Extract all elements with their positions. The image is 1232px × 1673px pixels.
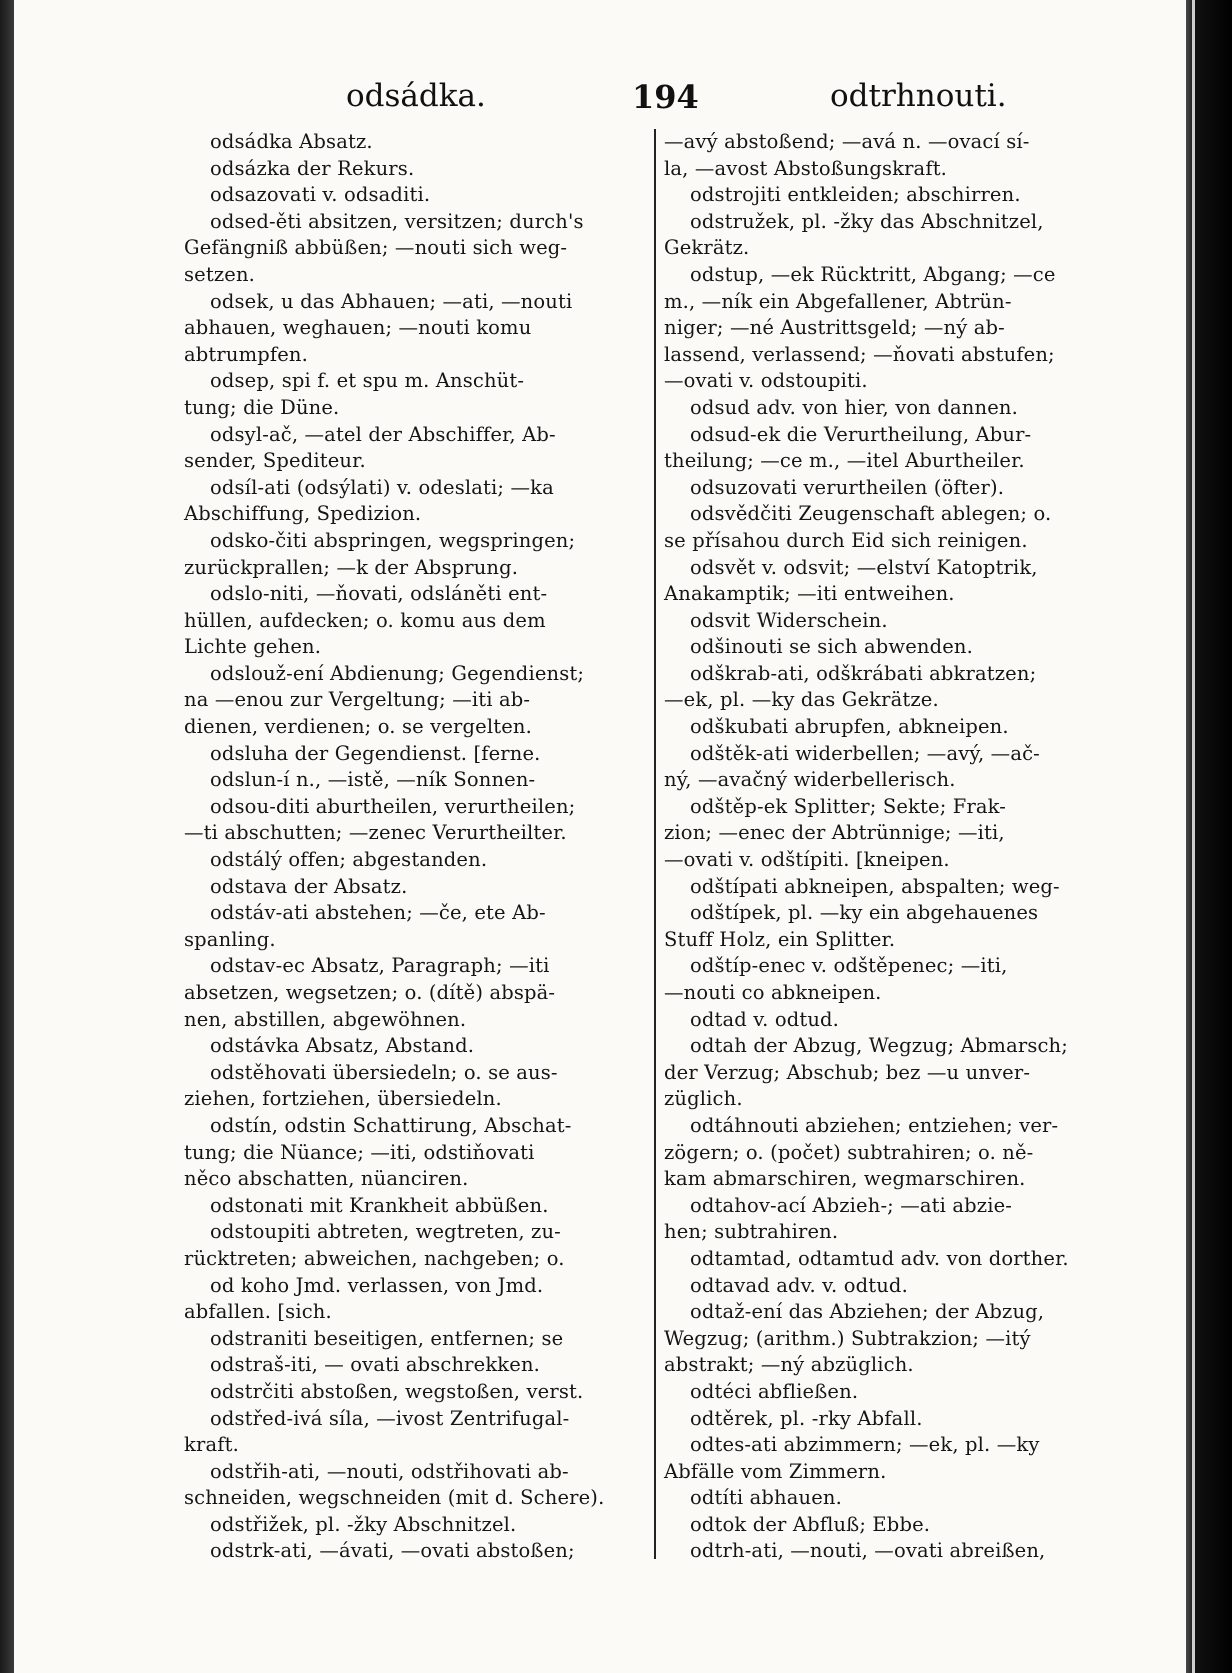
entry-line: odstava der Absatz. xyxy=(210,874,408,898)
entry-line: odsko-čiti abspringen, wegspringen; xyxy=(210,528,576,552)
entry-line: zögern; o. (počet) subtrahiren; o. ně- xyxy=(664,1140,1034,1164)
entry-line: odštěk-ati widerbellen; —avý, —ač- xyxy=(690,741,1040,765)
entry-line: tung; die Nüance; —iti, odstiňovati xyxy=(184,1140,535,1164)
entry-line: odtéci abfließen. xyxy=(690,1379,859,1403)
entry-line: abtrumpfen. xyxy=(184,342,308,366)
entry-line: tung; die Düne. xyxy=(184,395,340,419)
entry-line: odtavad adv. v. odtud. xyxy=(690,1273,908,1297)
entry-line: odsyl-ač, —atel der Abschiffer, Ab- xyxy=(210,422,556,446)
column-divider xyxy=(654,129,656,1559)
entry-line: odstín, odstin Schattirung, Abschat- xyxy=(210,1113,572,1137)
entry-line: odslun-í n., —istě, —ník Sonnen- xyxy=(210,768,536,792)
entry-line: odstružek, pl. -žky das Abschnitzel, xyxy=(690,209,1044,233)
right-column xyxy=(664,129,1150,1565)
entry-line: la, —avost Abstoßungskraft. xyxy=(664,156,948,180)
entry-line: odsud adv. von hier, von dannen. xyxy=(690,395,1018,419)
entry-line: Gefängniß abbüßen; —nouti sich weg- xyxy=(184,236,568,260)
entry-line: odškubati abrupfen, abkneipen. xyxy=(690,715,1009,739)
entry-line: m., —ník ein Abgefallener, Abtrün- xyxy=(664,289,1012,313)
entry-line: —ti abschutten; —zenec Verurtheilter. xyxy=(184,821,567,845)
entry-line: —ovati v. odstoupiti. xyxy=(664,369,868,393)
entry-line: Abfälle vom Zimmern. xyxy=(664,1459,887,1483)
entry-line: absetzen, wegsetzen; o. (dítě) abspä- xyxy=(184,981,556,1004)
entry-line: odsázka der Rekurs. xyxy=(210,156,415,180)
entry-line: odstáv-ati abstehen; —če, ete Ab- xyxy=(210,901,546,925)
page-number: 194 xyxy=(632,78,699,116)
scan-edge-left xyxy=(0,0,14,1673)
entry-line: odstrk-ati, —ávati, —ovati abstoßen; xyxy=(210,1539,575,1563)
entry-line: odškrab-ati, odškrábati abkratzen; xyxy=(690,661,1037,685)
entry-line: odstřih-ati, —nouti, odstřihovati ab- xyxy=(210,1459,569,1483)
entry-line: od koho Jmd. verlassen, von Jmd. xyxy=(210,1273,544,1297)
entry-line: odstoupiti abtreten, wegtreten, zu- xyxy=(210,1220,561,1244)
entry-line: hüllen, aufdecken; o. komu aus dem xyxy=(184,608,546,632)
entry-line: Anakamptik; —iti entweihen. xyxy=(664,582,955,606)
entry-line: odsvět v. odsvit; —elství Katoptrik, xyxy=(690,555,1038,579)
entry-line: odštípati abkneipen, abspalten; weg- xyxy=(690,874,1060,898)
entry-line: zion; —enec der Abtrünnige; —iti, xyxy=(664,821,1005,845)
scan-edge-right xyxy=(1186,0,1232,1673)
entry-line: odstálý offen; abgestanden. xyxy=(210,848,488,872)
entry-line: Lichte gehen. xyxy=(184,635,322,659)
entry-line: odsádka Absatz. xyxy=(210,130,373,153)
entry-line: odštěp-ek Splitter; Sekte; Frak- xyxy=(690,794,1007,818)
entry-line: odsed-ěti absitzen, versitzen; durch's xyxy=(210,209,584,233)
entry-line: —ovati v. odštípiti. [kneipen. xyxy=(664,848,950,872)
entry-line: odsvit Widerschein. xyxy=(690,608,888,632)
entry-line: odtahov-ací Abzieh-; —ati abzie- xyxy=(690,1193,1013,1217)
entry-line: odslouž-ení Abdienung; Gegendienst; xyxy=(210,661,585,685)
entry-line: odtah der Abzug, Wegzug; Abmarsch; xyxy=(690,1034,1068,1058)
entry-line: odtok der Abfluß; Ebbe. xyxy=(690,1512,931,1536)
entry-line: sender, Spediteur. xyxy=(184,449,366,473)
entry-line: odšinouti se sich abwenden. xyxy=(690,635,973,659)
entry-line: odsep, spi f. et spu m. Anschüt- xyxy=(210,369,525,393)
entry-line: nen, abstillen, abgewöhnen. xyxy=(184,1007,467,1031)
entry-line: kam abmarschiren, wegmarschiren. xyxy=(664,1167,1026,1191)
entry-line: kraft. xyxy=(184,1433,239,1457)
entry-line: abstrakt; —ný abzüglich. xyxy=(664,1353,914,1377)
entry-line: zurückprallen; —k der Absprung. xyxy=(184,555,519,579)
entry-line: Wegzug; (arithm.) Subtrakzion; —itý xyxy=(664,1326,1031,1350)
entry-line: abhauen, weghauen; —nouti komu xyxy=(184,316,532,340)
entry-line: odštíp-enec v. odštěpenec; —iti, xyxy=(690,954,1008,978)
entry-line: spanling. xyxy=(184,927,276,951)
entry-line: odtad v. odtud. xyxy=(690,1007,840,1031)
entry-line: schneiden, wegschneiden (mit d. Schere). xyxy=(184,1486,605,1510)
entry-line: odstav-ec Absatz, Paragraph; —iti xyxy=(210,954,550,978)
entry-line: theilung; —ce m., —itel Aburtheiler. xyxy=(664,449,1025,473)
entry-line: Stuff Holz, ein Splitter. xyxy=(664,927,896,951)
entry-line: odtaž-ení das Abziehen; der Abzug, xyxy=(690,1300,1045,1324)
entry-line: odslo-niti, —ňovati, odsláněti ent- xyxy=(210,582,548,606)
entry-line: züglich. xyxy=(664,1087,743,1111)
entry-line: odstonati mit Krankheit abbüßen. xyxy=(210,1193,549,1217)
entry-line: —avý abstoßend; —avá n. —ovací sí- xyxy=(664,130,1030,153)
entry-line: —nouti co abkneipen. xyxy=(664,981,882,1004)
entry-line: Abschiffung, Spedizion. xyxy=(184,502,422,526)
entry-line: niger; —né Austrittsgeld; —ný ab- xyxy=(664,316,1005,340)
entry-line: odstraniti beseitigen, entfernen; se xyxy=(210,1326,564,1350)
entry-line: odtáhnouti abziehen; entziehen; ver- xyxy=(690,1113,1059,1137)
dictionary-page xyxy=(14,0,1186,1673)
entry-line: odsud-ek die Verurtheilung, Abur- xyxy=(690,422,1032,446)
entry-line: na —enou zur Vergeltung; —iti ab- xyxy=(184,688,531,712)
entry-line: odstrčiti abstoßen, wegstoßen, verst. xyxy=(210,1379,584,1403)
entry-line: odstraš-iti, — ovati abschrekken. xyxy=(210,1353,541,1377)
entry-line: der Verzug; Abschub; bez —u unver- xyxy=(664,1060,1031,1084)
entry-line: odsíl-ati (odsýlati) v. odeslati; —ka xyxy=(210,475,554,499)
entry-line: odtrh-ati, —nouti, —ovati abreißen, xyxy=(690,1539,1046,1563)
entry-line: odstup, —ek Rücktritt, Abgang; —ce xyxy=(690,262,1056,286)
entry-line: odsvědčiti Zeugenschaft ablegen; o. xyxy=(690,502,1052,526)
entry-line: ziehen, fortziehen, übersiedeln. xyxy=(184,1087,502,1111)
header-first-entry: odsádka. xyxy=(346,78,486,114)
entry-line: odstřed-ivá síla, —ivost Zentrifugal- xyxy=(210,1406,570,1430)
entry-line: odštípek, pl. —ky ein abgehauenes xyxy=(690,901,1039,925)
entry-line: něco abschatten, nüanciren. xyxy=(184,1167,469,1191)
entry-line: odtamtad, odtamtud adv. von dorther. xyxy=(690,1246,1069,1270)
entry-line: odstřižek, pl. -žky Abschnitzel. xyxy=(210,1512,517,1536)
entry-line: odstěhovati übersiedeln; o. se aus- xyxy=(210,1060,558,1084)
entry-line: odstrojiti entkleiden; abschirren. xyxy=(690,183,1021,207)
entry-line: odsluha der Gegendienst. [ferne. xyxy=(210,741,541,765)
entry-line: rücktreten; abweichen, nachgeben; o. xyxy=(184,1246,565,1270)
entry-line: Gekrätz. xyxy=(664,236,750,260)
entry-line: —ek, pl. —ky das Gekrätze. xyxy=(664,688,939,712)
entry-line: ný, —avačný widerbellerisch. xyxy=(664,768,956,792)
header-last-entry: odtrhnouti. xyxy=(830,78,1007,114)
entry-line: abfallen. [sich. xyxy=(184,1300,332,1324)
entry-line: odsuzovati verurtheilen (öfter). xyxy=(690,475,1005,499)
entry-line: odsou-diti aburtheilen, verurtheilen; xyxy=(210,794,576,818)
entry-line: odtes-ati abzimmern; —ek, pl. —ky xyxy=(690,1433,1040,1457)
entry-line: odsek, u das Abhauen; —ati, —nouti xyxy=(210,289,573,313)
entry-line: odtěrek, pl. -rky Abfall. xyxy=(690,1406,923,1430)
entry-line: odstávka Absatz, Abstand. xyxy=(210,1034,475,1058)
entry-line: se přísahou durch Eid sich reinigen. xyxy=(664,528,1028,552)
entry-line: dienen, verdienen; o. se vergelten. xyxy=(184,715,532,739)
entry-line: hen; subtrahiren. xyxy=(664,1220,839,1244)
entry-line: lassend, verlassend; —ňovati abstufen; xyxy=(664,342,1055,366)
entry-line: odsazovati v. odsaditi. xyxy=(210,183,431,207)
entry-line: odtíti abhauen. xyxy=(690,1486,842,1510)
left-column xyxy=(184,129,654,1565)
page-header xyxy=(14,78,1186,118)
entry-line: setzen. xyxy=(184,262,256,286)
